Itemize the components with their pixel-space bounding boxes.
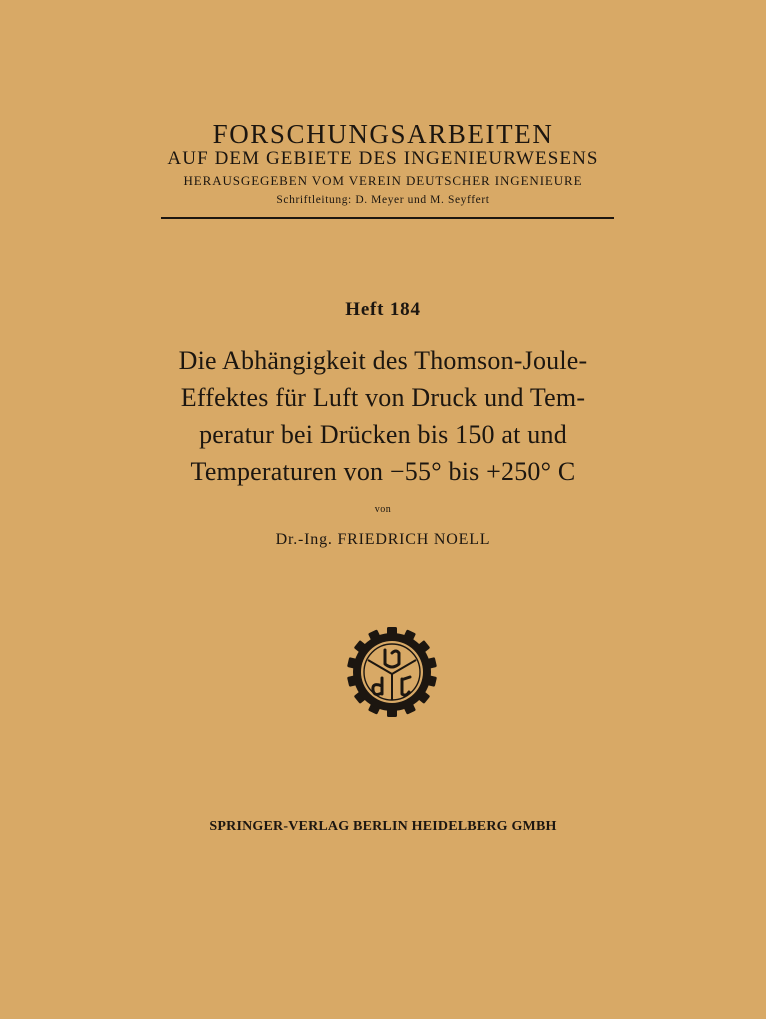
author-name: Dr.-Ing. FRIEDRICH NOELL: [275, 531, 491, 548]
publisher-line: HERAUSGEGEBEN VOM VEREIN DEUTSCHER INGENIEURE: [183, 173, 583, 188]
publisher-imprint: SPRINGER-VERLAG BERLIN HEIDELBERG GMBH: [209, 819, 557, 834]
vdi-gear-logo-icon: [346, 626, 438, 718]
title-line-2: Effektes für Luft von Druck und Tem-: [180, 383, 586, 412]
series-title: FORSCHUNGSARBEITEN: [212, 119, 554, 149]
issue-number: Heft 184: [345, 299, 421, 320]
series-subtitle: AUF DEM GEBIETE DES INGENIEURWESENS: [167, 148, 599, 169]
title-line-4: Temperaturen von −55° bis +250° C: [190, 457, 576, 486]
header-divider: [161, 217, 614, 219]
editors-line: Schriftleitung: D. Meyer und M. Seyffert: [276, 194, 490, 206]
book-title: [0, 342, 766, 490]
by-label: von: [374, 504, 392, 515]
title-line-3: peratur bei Drücken bis 150 at und: [199, 420, 567, 449]
title-line-1: Die Abhängigkeit des Thomson-Joule-: [178, 346, 588, 375]
